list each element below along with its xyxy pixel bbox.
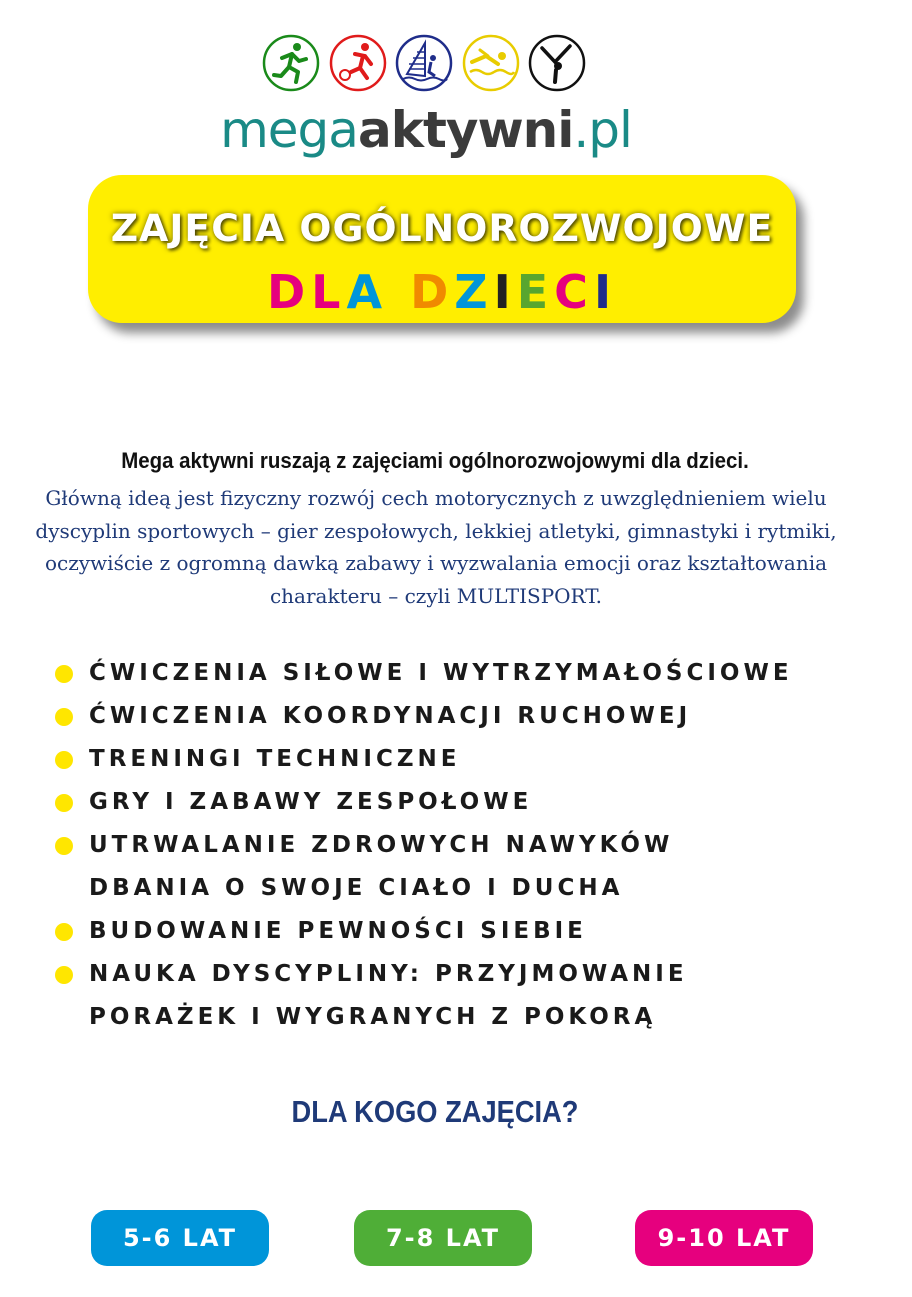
benefit-text: GRY I ZABAWY ZESPOŁOWE [89,789,533,815]
bullet-dot-icon [55,708,73,726]
bullet-dot-icon [55,751,73,769]
banner-subtitle [88,265,796,319]
banner-subtitle-letter: D [266,265,312,319]
brand-part-aktywni: aktywni [357,101,574,159]
bullet-dot-icon [55,837,73,855]
intro-paragraph: Główną ideą jest fizyczny rozwój cech motorycznych z uwzględnieniem wielu dyscyplin sportowych – gier zespołowych, lekkiej atletyki, gimnastyki i rytmiki, oczywiście z ogromną dawką zabawy i wyzwalania emocji oraz kształtowania charakteru – czyli MULTISPORT. [35,486,837,608]
windsurfing-icon [395,34,453,92]
banner-subtitle-letter: Z [454,265,494,319]
title-banner [88,175,796,323]
benefit-item [55,781,875,824]
bullet-dot-icon [55,794,73,812]
banner-subtitle-letter: A [346,265,389,319]
running-icon [262,34,320,92]
benefit-text: BUDOWANIE PEWNOŚCI SIEBIE [89,918,587,944]
gymnastics-icon [528,34,586,92]
for-who-heading: DLA KOGO ZAJĘCIA? [291,1094,579,1129]
bullet-dot-icon [55,966,73,984]
banner-subtitle-letter [388,265,410,319]
benefit-item [55,824,875,867]
age-group-button[interactable]: 7-8 LAT [354,1210,532,1266]
benefit-item [55,953,875,996]
benefit-text: PORAŻEK I WYGRANYCH Z POKORĄ [89,1004,657,1030]
benefit-item [55,867,875,910]
age-group-button[interactable]: 5-6 LAT [91,1210,269,1266]
banner-subtitle-letter: I [493,265,517,319]
benefit-text: UTRWALANIE ZDROWYCH NAWYKÓW [89,832,674,858]
benefit-text: DBANIA O SWOJE CIAŁO I DUCHA [89,875,624,901]
benefits-list [55,652,875,1039]
banner-subtitle-letter: I [593,265,618,319]
swimming-icon [462,34,520,92]
benefit-item [55,738,875,781]
brand-logo-text [0,98,852,162]
banner-title: ZAJĘCIA OGÓLNOROZWOJOWE [110,207,774,250]
benefit-item [55,910,875,953]
intro-lead: Mega aktywni ruszają z zajęciami ogólnorozwojowymi dla dzieci. [121,448,749,473]
football-icon [329,34,387,92]
benefit-text: ĆWICZENIA KOORDYNACJI RUCHOWEJ [89,703,692,729]
banner-subtitle-letter: D [410,265,455,319]
sport-icons-row [262,34,592,94]
bullet-dot-icon [55,665,73,683]
brand-part-mega: mega [220,101,358,159]
benefit-text: ĆWICZENIA SIŁOWE I WYTRZYMAŁOŚCIOWE [89,660,793,686]
benefit-text: TRENINGI TECHNICZNE [89,746,461,772]
banner-subtitle-letter: E [516,265,555,319]
brand-part-domain: .pl [573,101,632,159]
bullet-dot-icon [55,923,73,941]
benefit-item [55,695,875,738]
benefit-item [55,652,875,695]
banner-subtitle-letter: C [554,265,594,319]
banner-subtitle-letter: L [311,265,347,319]
age-group-button[interactable]: 9-10 LAT [635,1210,813,1266]
benefit-text: NAUKA DYSCYPLINY: PRZYJMOWANIE [89,961,688,987]
benefit-item [55,996,875,1039]
